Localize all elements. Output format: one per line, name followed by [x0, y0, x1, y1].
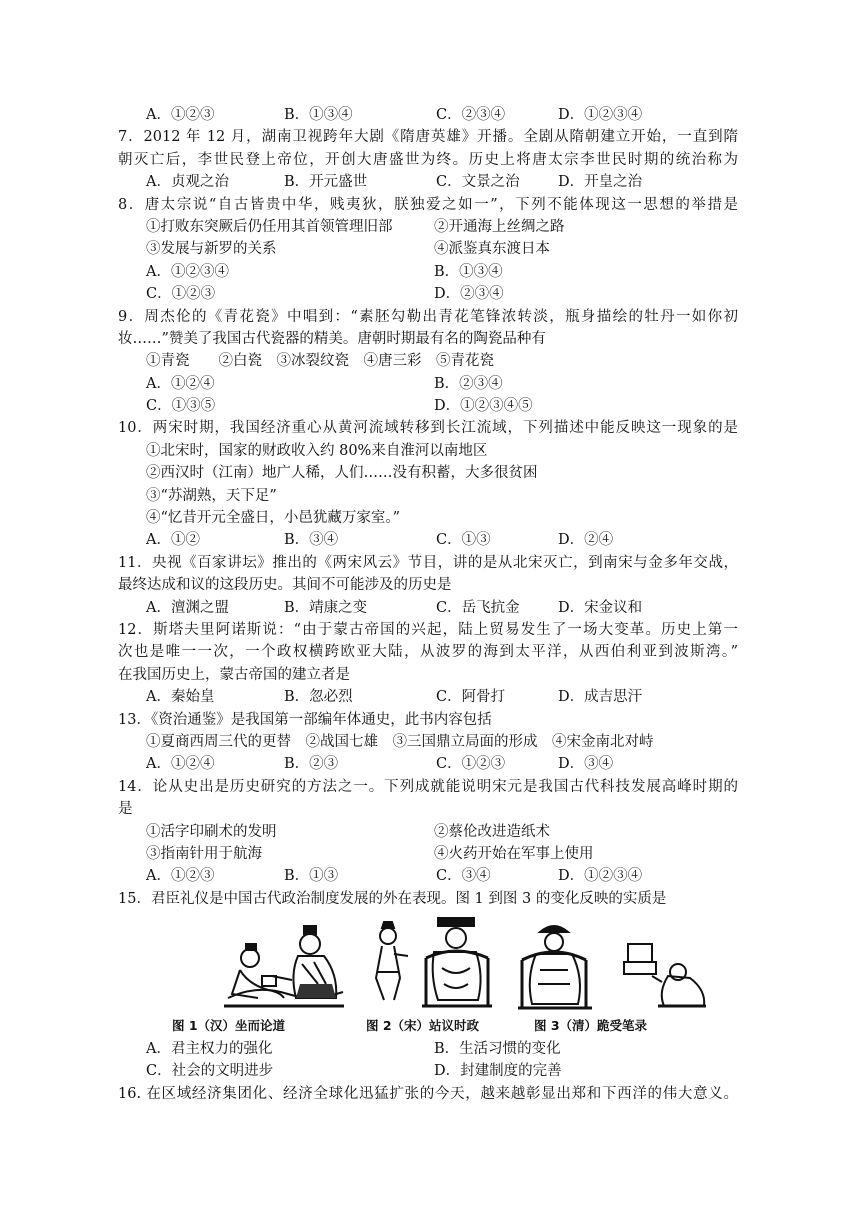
q6-options	[118, 104, 738, 126]
q11-option-b[interactable]: B．靖康之变	[284, 599, 368, 616]
q14-stem-line-2: 是	[118, 801, 133, 818]
q15-options-row-1	[118, 1038, 738, 1060]
q7-stem-line-1: 7．2012 年 12 月，湖南卫视跨年大剧《隋唐英雄》开播。全剧从隋朝建立开始，一直到隋	[118, 129, 738, 146]
q12-stem-line-1: 12．斯塔夫里阿诺斯说：“由于蒙古帝国的兴起，陆上贸易发生了一场大变革。历史上第一	[118, 621, 738, 638]
q12-stem-line-2: 次也是唯一一次，一个政权横跨欧亚大陆，从波罗的海到太平洋，从西伯利亚到波斯湾。”	[118, 644, 738, 661]
q13-options	[118, 753, 738, 775]
q9-option-d[interactable]: D．①②③④⑤	[434, 398, 533, 415]
q6-option-c[interactable]: C．②③④	[436, 107, 506, 123]
q8-option-b[interactable]: B．①③④	[434, 263, 503, 280]
q10-options	[118, 529, 738, 551]
q14-option-c[interactable]: C．③④	[436, 868, 491, 885]
q13-option-a[interactable]: A．①②④	[146, 756, 215, 773]
q14-option-d[interactable]: D．①②③④	[558, 868, 643, 885]
q13-stem: 13．《资治通鉴》是我国第一部编年体通史，此书内容包括	[118, 711, 492, 728]
q12-option-c[interactable]: C．阿骨打	[436, 689, 506, 706]
q8-options-row-2	[118, 283, 738, 305]
q10-item-3: ③“苏湖熟，天下足”	[146, 487, 277, 504]
q8-item-4: ④派鉴真东渡日本	[434, 241, 550, 258]
q9-items: ①青瓷 ②白瓷 ③冰裂纹瓷 ④唐三彩 ⑤青花瓷	[146, 353, 494, 370]
q13-option-d[interactable]: D．③④	[558, 756, 614, 773]
q8-option-a[interactable]: A．①②③④	[146, 263, 229, 280]
song-etiquette-illustration	[364, 914, 514, 1014]
q7-option-b[interactable]: B．开元盛世	[284, 174, 368, 191]
q10-item-4: ④“忆昔开元全盛日，小邑犹藏万家室。”	[146, 510, 401, 527]
q15-option-d[interactable]: D．封建制度的完善	[434, 1063, 562, 1080]
q14-option-a[interactable]: A．①②③	[146, 868, 215, 885]
q7-option-d[interactable]: D．开皇之治	[558, 174, 643, 191]
q14-option-b[interactable]: B．①③	[284, 868, 339, 885]
q11-option-c[interactable]: C．岳飞抗金	[436, 599, 520, 616]
q9-options-row-1	[118, 373, 738, 395]
q7-stem-line-2: 朝灭亡后，李世民登上帝位，开创大唐盛世为终。历史上将唐太宗李世民时期的统治称为	[118, 151, 738, 168]
q10-option-c[interactable]: C．①③	[436, 532, 491, 549]
q13-option-c[interactable]: C．①②③	[436, 756, 506, 773]
q16-stem: 16. 在区域经济集团化、经济全球化迅猛扩张的今天，越来越彰显出郑和下西洋的伟大意义。	[118, 1085, 738, 1102]
q14-items-row-2	[118, 843, 738, 865]
q8-stem: 8．唐太宗说“自古皆贵中华，贱夷狄，朕独爱之如一”，下列不能体现这一思想的举措是	[118, 196, 738, 213]
q14-items-row-1	[118, 821, 738, 843]
q10-option-a[interactable]: A．①②	[146, 532, 200, 549]
q12-option-b[interactable]: B．忽必烈	[284, 689, 353, 706]
figure-3-caption: 图 3（清）跪受笔录	[534, 1018, 648, 1034]
q14-item-2: ②蔡伦改进造纸术	[434, 823, 550, 840]
exam-content	[118, 104, 738, 1105]
han-etiquette-illustration	[218, 914, 348, 1014]
q13-items: ①夏商西周三代的更替 ②战国七雄 ③三国鼎立局面的形成 ④宋金南北对峙	[146, 733, 654, 750]
q9-option-c[interactable]: C．①③⑤	[146, 398, 216, 415]
q12-stem-line-3: 在我国历史上，蒙古帝国的建立者是	[118, 666, 350, 683]
q14-item-1: ①活字印刷术的发明	[146, 823, 277, 840]
q7-options	[118, 171, 738, 193]
q10-stem: 10．两宋时期，我国经济重心从黄河流域转移到长江流域，下列描述中能反映这一现象的是	[118, 420, 738, 437]
q13-option-b[interactable]: B．②③	[284, 756, 339, 773]
q7-option-a[interactable]: A．贞观之治	[146, 174, 229, 191]
q9-options-row-2	[118, 395, 738, 417]
q9-option-a[interactable]: A．①②④	[146, 375, 215, 392]
q8-items-row-1	[118, 216, 738, 238]
q14-stem-line-1: 14．论从史出是历史研究的方法之一。下列成就能说明宋元是我国古代科技发展高峰时期的	[118, 778, 738, 795]
q15-option-b[interactable]: B．生活习惯的变化	[434, 1041, 561, 1058]
q11-option-a[interactable]: A．澶渊之盟	[146, 599, 229, 616]
q11-option-d[interactable]: D．宋金议和	[558, 599, 643, 616]
q15-options-row-2	[118, 1060, 738, 1082]
q14-item-3: ③指南针用于航海	[146, 845, 262, 862]
figure-2-caption: 图 2（宋）站议时政	[366, 1018, 480, 1034]
q7-option-c[interactable]: C．文景之治	[436, 174, 520, 191]
q11-stem-line-1: 11．央视《百家讲坛》推出的《两宋风云》节目，讲的是从北宋灭亡，到南宋与金多年交战，	[118, 554, 738, 571]
q10-option-b[interactable]: B．③④	[284, 532, 339, 549]
q8-option-c[interactable]: C．①②③	[146, 286, 216, 303]
q10-option-d[interactable]: D．②④	[558, 532, 614, 549]
q12-option-d[interactable]: D．成吉思汗	[558, 689, 643, 706]
q9-option-b[interactable]: B．②③④	[434, 375, 503, 392]
q8-item-1: ①打败东突厥后仍任用其首领管理旧部	[146, 218, 393, 235]
q15-option-a[interactable]: A．君主权力的强化	[146, 1041, 273, 1058]
q12-options	[118, 686, 738, 708]
qing-etiquette-illustration	[508, 914, 708, 1014]
q12-option-a[interactable]: A．秦始皇	[146, 689, 215, 706]
q6-option-b[interactable]: B．①③④	[284, 107, 353, 123]
q11-options	[118, 597, 738, 619]
figure-1-caption: 图 1（汉）坐而论道	[172, 1018, 286, 1034]
q15-figure	[118, 914, 738, 1038]
q9-stem-line-2: 妆……”赞美了我国古代瓷器的精美。唐朝时期最有名的陶瓷品种有	[118, 330, 546, 347]
q8-options-row-1	[118, 261, 738, 283]
q14-options	[118, 865, 738, 887]
q6-option-a[interactable]: A．①②③	[146, 107, 215, 123]
q8-option-d[interactable]: D．②③④	[434, 286, 504, 303]
q11-stem-line-2: 最终达成和议的这段历史。其间不可能涉及的历史是	[118, 577, 452, 594]
q8-item-2: ②开通海上丝绸之路	[434, 218, 565, 235]
q10-item-1: ①北宋时，国家的财政收入约 80%来自淮河以南地区	[146, 442, 488, 459]
q10-item-2: ②西汉时（江南）地广人稀，人们……没有积蓄，大多很贫困	[146, 465, 538, 482]
q15-stem: 15．君臣礼仪是中国古代政治制度发展的外在表现。图 1 到图 3 的变化反映的实质是	[118, 890, 667, 907]
q6-option-d[interactable]: D．①②③④	[558, 107, 643, 123]
q8-item-3: ③发展与新罗的关系	[146, 241, 277, 258]
q9-stem-line-1: 9．周杰伦的《青花瓷》中唱到：“素胚勾勒出青花笔锋浓转淡，瓶身描绘的牡丹一如你初	[118, 308, 738, 325]
q14-item-4: ④火药开始在军事上使用	[434, 845, 594, 862]
q8-items-row-2	[118, 238, 738, 260]
q15-option-c[interactable]: C．社会的文明进步	[146, 1063, 274, 1080]
